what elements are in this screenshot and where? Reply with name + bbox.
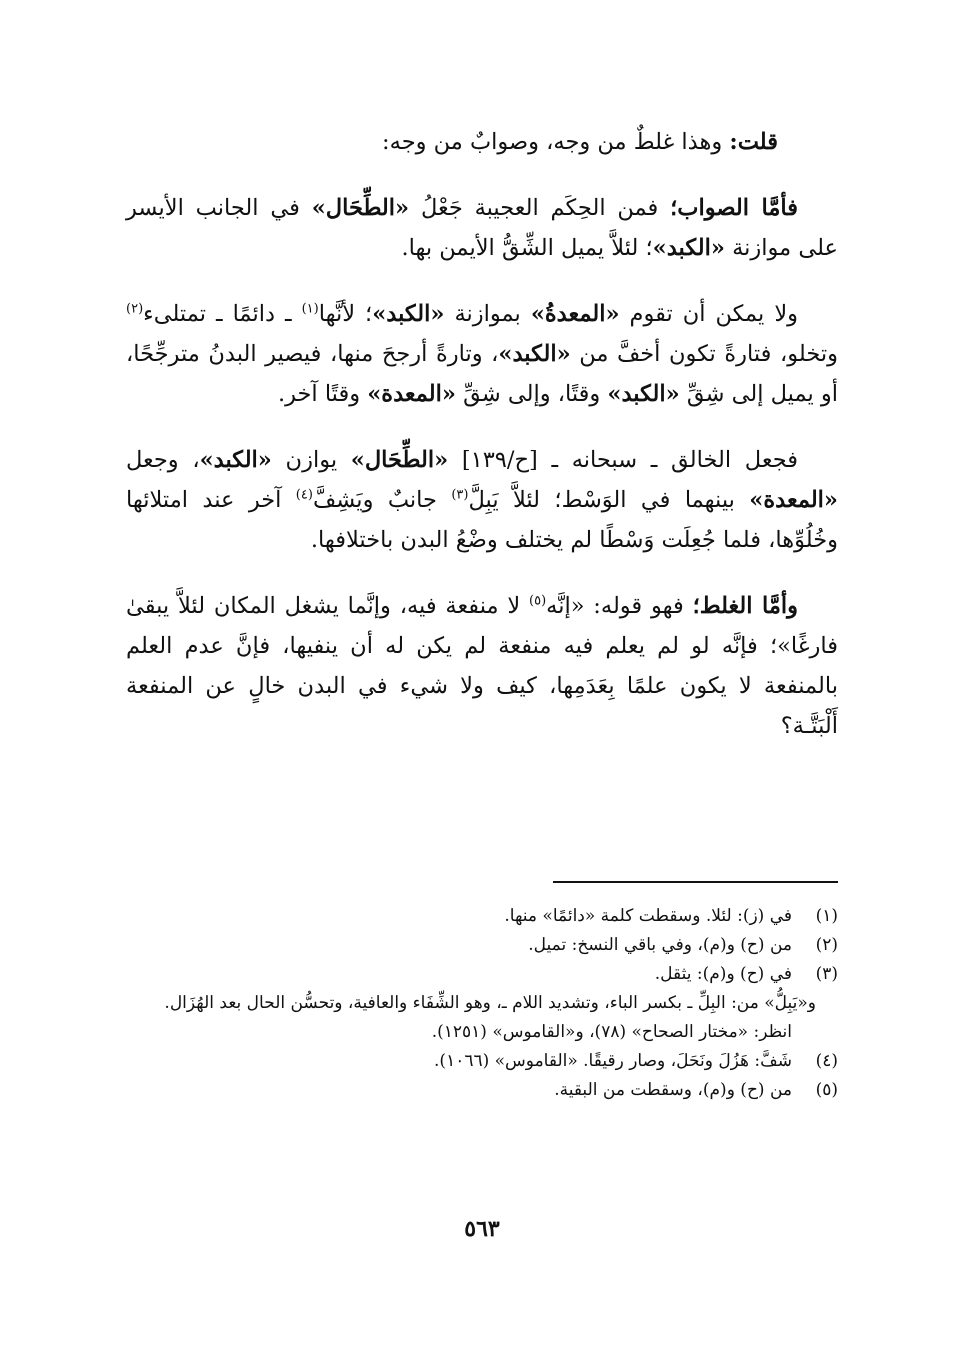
paragraph-2: [126, 188, 838, 268]
lead-word: قلت:: [729, 129, 778, 155]
keyword: «الكبد»: [199, 447, 272, 473]
paragraph-text: وتخلو، فتارةً تكون أخفَّ من: [570, 341, 838, 367]
footnote-ref: (٢): [126, 301, 144, 317]
footnote-text: في (ز): لئلا. وسقطت كلمة «دائمًا» منها.: [504, 906, 792, 926]
paragraph-text: وهذا غلطٌ من وجه، وصوابٌ من وجه:: [382, 129, 730, 155]
keyword: «المعدةُ»: [530, 301, 620, 327]
paragraph-4: [126, 440, 838, 560]
footnote-continuation: [126, 1018, 838, 1047]
footnote-number: (١): [815, 906, 838, 926]
paragraph-text: آخر عند امتلائها وخُلُوِّها، فلما جُعِلَت وَسْطًا لم يختلف وضْعُ البدن باختلافها.: [126, 487, 838, 553]
keyword: «الكبد»: [607, 381, 680, 407]
footnote-text: انظر: «مختار الصحاح» (٧٨)، و«القاموس» (١٢٥١).: [431, 1022, 792, 1042]
footnote-number: (٣): [815, 964, 838, 984]
paragraph-3: [126, 294, 838, 414]
paragraph-text: ، وتارةً أرجحَ منها، فيصير البدنُ مترجِّحًا، أو يميل إلى شِقِّ: [126, 341, 838, 407]
footnote-item: [126, 1076, 838, 1105]
footnote-ref: (٤): [295, 487, 313, 503]
footnote-text: و«يَبِلُّ» من: البِلِّ ـ بكسر الباء، وتشديد اللام ـ، وهو الشِّفَاء والعافية، وتحسُّن الحال بعد الهُزَال.: [164, 993, 816, 1013]
keyword: «الكبد»: [652, 235, 725, 261]
footnote-text: في (ح) و(م): يثقل.: [654, 964, 792, 984]
paragraph-5: [126, 586, 838, 746]
footnote-divider: [553, 881, 838, 883]
lead-word: فأمَّا الصواب؛: [670, 195, 798, 221]
paragraph-text: فمن الحِكَم العجيبة جَعْلُ: [409, 195, 671, 221]
footnote-text: من (ح) و(م)، وفي باقي النسخ: تميل.: [528, 935, 792, 955]
footnote-ref: (٥): [529, 593, 547, 609]
keyword: «الطِّحَال»: [350, 447, 449, 473]
keyword: «المعدة»: [367, 381, 456, 407]
footnote-continuation: [126, 989, 838, 1018]
paragraph-text: ، وجعل: [126, 447, 200, 473]
footnote-item: [126, 960, 838, 989]
footnote-text: من (ح) و(م)، وسقطت من البقية.: [554, 1080, 792, 1100]
keyword: «المعدة»: [749, 487, 838, 513]
footnote-number: (٥): [815, 1080, 838, 1100]
keyword: «الطِّحَال»: [311, 195, 410, 221]
paragraph-text: لا منفعة فيه، وإنَّما يشغل المكان لئلاَّ يبقىٰ فارغًا»؛: [126, 593, 839, 659]
footnote-item: [126, 931, 838, 960]
paragraph-text: فإنَّه لو لم يعلم فيه منفعة لم يكن له أن ينفيها، فإنَّ عدم العلم بالمنفعة لا يكون علمًا بِعَدَمِها، كيف ولا شيء في البدن خالٍ عن المنفعة أَلْبَتَّـة؟: [126, 633, 838, 739]
paragraph-text: بموازنة: [444, 301, 531, 327]
footnotes: [126, 902, 838, 1105]
page-number: ٥٦٣: [464, 1216, 500, 1242]
footnote-item: [126, 1047, 838, 1076]
footnote-text: شَفَّ: هَزُلَ ونَحَلَ، وصار رقيقًا. «القاموس» (١٠٦٦).: [434, 1051, 792, 1071]
footnote-ref: (٣): [451, 487, 469, 503]
lead-word: وأمَّا الغلط؛: [692, 593, 798, 619]
paragraph-text: ولا يمكن أن تقوم: [619, 301, 799, 327]
paragraph-text: وقتًا، وإلى شِقِّ: [455, 381, 608, 407]
footnote-ref: (١): [301, 301, 319, 317]
paragraph-text: يوازن: [271, 447, 351, 473]
paragraph-text: جانبٌ ويَشِفَّ: [312, 487, 452, 513]
keyword: «الكبد»: [372, 301, 445, 327]
paragraph-text: ؛ لئلاَّ يميل الشِّقُّ الأيمن بها.: [401, 235, 653, 261]
paragraph-text: وقتًا آخر.: [277, 381, 368, 407]
paragraph-text: فهو قوله:: [584, 593, 693, 619]
main-text: [126, 122, 838, 772]
keyword: «الكبد»: [498, 341, 571, 367]
paragraph-text: ـ دائمًا ـ تمتلىء: [143, 301, 302, 327]
quoted-text: «إنَّه: [546, 593, 585, 619]
paragraph-1: [126, 122, 838, 162]
footnote-number: (٤): [815, 1051, 838, 1071]
paragraph-text: بينهما في الوَسْط؛ لئلاَّ يَبِلَّ: [468, 487, 750, 513]
footnote-number: (٢): [815, 935, 838, 955]
paragraph-text: في الجانب الأيسر على موازنة: [126, 195, 838, 261]
paragraph-text: فجعل الخالق ـ سبحانه ـ [ح/١٣٩]: [448, 447, 798, 473]
paragraph-text: ؛ لأنَّها: [318, 301, 373, 327]
footnote-item: [126, 902, 838, 931]
